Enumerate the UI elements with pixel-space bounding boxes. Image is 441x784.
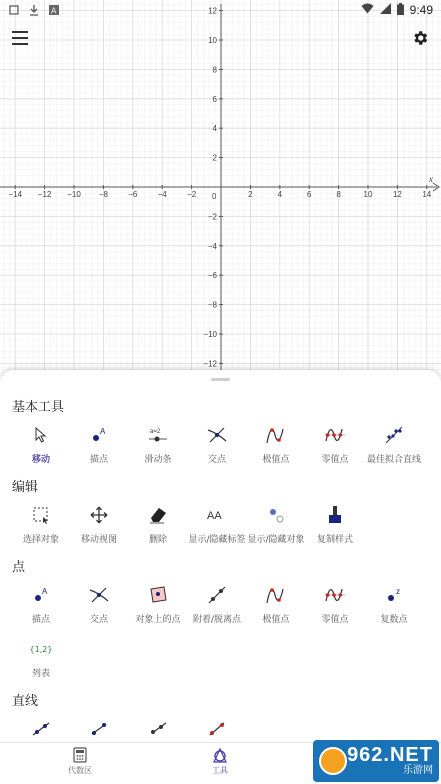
tool-label: 极值点 — [262, 615, 290, 625]
y-tick-label: 4 — [212, 124, 217, 134]
x-tick-label: 4 — [277, 190, 283, 199]
tool-label: 滑动条 — [144, 455, 172, 465]
tool-label: 删除 — [148, 535, 167, 545]
roots-icon — [324, 424, 346, 446]
svg-text:a=2: a=2 — [150, 429, 161, 435]
drag-handle[interactable] — [211, 378, 230, 381]
menu-button[interactable] — [10, 28, 32, 48]
tool-label: 零值点 — [321, 615, 349, 625]
y-tick-label: 12 — [208, 6, 217, 16]
list-icon: {1,2} — [29, 644, 53, 654]
select-icon — [30, 504, 52, 526]
svg-text:A: A — [42, 587, 48, 596]
tools-panel — [0, 370, 441, 784]
show-label-icon — [206, 504, 228, 526]
tool-complex-point[interactable] — [363, 582, 425, 630]
logo-circle-icon — [319, 747, 347, 775]
tool-label: 显示/隐藏标签 — [188, 535, 246, 545]
tool-roots-2[interactable] — [304, 582, 366, 630]
delete-icon — [147, 504, 169, 526]
gear-icon[interactable] — [409, 27, 431, 49]
graphics-view[interactable] — [0, 0, 441, 378]
x-tick-label: −2 — [187, 190, 197, 199]
a-icon — [48, 4, 60, 16]
tool-point[interactable] — [68, 422, 130, 470]
tool-label: 描点 — [31, 615, 50, 625]
tool-show-object[interactable] — [245, 502, 307, 550]
y-tick-label: −4 — [207, 241, 217, 251]
tool-label: 选择对象 — [22, 535, 59, 545]
tool-move-view[interactable] — [68, 502, 130, 550]
watermark-logo: 962.NET 乐游网 — [313, 740, 439, 782]
tool-slider[interactable] — [127, 422, 189, 470]
tool-row-points — [0, 582, 441, 632]
line-icon — [88, 718, 110, 740]
tool-copy-style[interactable] — [304, 502, 366, 550]
x-tick-label: 12 — [392, 190, 402, 199]
point-icon — [88, 424, 110, 446]
calculator-icon — [73, 747, 87, 763]
y-tick-label: 10 — [208, 36, 217, 45]
y-tick-label: −6 — [207, 271, 217, 281]
tool-move[interactable] — [10, 422, 72, 470]
tool-extremum-2[interactable] — [245, 582, 307, 630]
x-tick-label: 10 — [363, 190, 373, 199]
nav-label: 工具 — [212, 766, 228, 775]
tool-label: 显示/隐藏对象 — [247, 535, 305, 545]
y-tick-label: 8 — [212, 65, 217, 75]
section-title-lines: 直线 — [12, 694, 39, 709]
x-tick-label: 6 — [306, 190, 312, 199]
section-title-edit: 编辑 — [12, 480, 39, 495]
extremum-icon — [265, 424, 287, 446]
square-icon — [8, 4, 20, 16]
tool-select[interactable] — [10, 502, 72, 550]
svg-text:A: A — [100, 427, 106, 436]
nav-algebra[interactable] — [50, 747, 110, 776]
coordinate-grid — [0, 0, 441, 378]
tool-fit-line[interactable] — [363, 422, 425, 470]
tool-intersect-2[interactable] — [68, 582, 130, 630]
x-tick-label: −12 — [37, 190, 52, 199]
x-tick-label: 0 — [212, 192, 217, 201]
tool-row-edit — [0, 502, 441, 552]
x-tick-label: −4 — [157, 190, 167, 199]
tool-row-points-2 — [0, 636, 441, 686]
tool-attach-detach[interactable] — [186, 582, 248, 630]
x-tick-label: −8 — [98, 190, 108, 199]
nav-label: 代数区 — [68, 766, 92, 775]
x-tick-label: 8 — [336, 190, 341, 199]
tool-label: 极值点 — [262, 455, 290, 465]
tool-intersect[interactable] — [186, 422, 248, 470]
y-tick-label: −10 — [203, 330, 217, 339]
tool-label: 移动 — [31, 455, 50, 465]
tool-show-label[interactable] — [186, 502, 248, 550]
y-tick-label: −12 — [203, 359, 217, 369]
tool-roots[interactable] — [304, 422, 366, 470]
intersect-icon — [88, 584, 110, 606]
complex-point-icon — [383, 584, 405, 606]
vector-icon — [206, 718, 228, 740]
extremum-icon — [265, 584, 287, 606]
copy-style-icon — [324, 504, 346, 526]
x-tick-label: −6 — [128, 190, 138, 199]
status-bar — [0, 0, 441, 20]
segment-icon — [30, 718, 52, 740]
roots-icon — [324, 584, 346, 606]
y-tick-label: −8 — [207, 300, 217, 310]
signal-icon — [380, 3, 391, 17]
y-tick-label: −2 — [207, 212, 217, 222]
tool-label: 描点 — [89, 455, 108, 465]
y-tick-label: 2 — [212, 153, 217, 163]
point-icon — [30, 584, 52, 606]
show-object-icon — [265, 504, 287, 526]
y-tick-label: 6 — [212, 94, 217, 104]
tool-label: 列表 — [31, 669, 50, 679]
tool-label: 对象上的点 — [135, 615, 181, 625]
svg-text:A: A — [51, 6, 57, 15]
tool-delete[interactable] — [127, 502, 189, 550]
x-tick-label: 2 — [248, 190, 253, 199]
x-tick-label: −10 — [67, 190, 81, 199]
tool-label: 复数点 — [380, 615, 408, 625]
tool-point-2[interactable] — [10, 582, 72, 630]
point-on-object-icon — [147, 584, 169, 606]
move-cursor-icon — [30, 424, 52, 446]
tool-label: 附着/脱离点 — [192, 615, 242, 625]
nav-tools[interactable] — [190, 747, 250, 776]
section-title-points: 点 — [12, 560, 26, 575]
svg-text:z: z — [396, 587, 400, 596]
section-title-basic: 基本工具 — [12, 400, 65, 415]
wifi-icon — [361, 3, 374, 17]
tool-label: 复制样式 — [316, 535, 353, 545]
ray-icon — [147, 718, 169, 740]
tool-label: 移动视图 — [80, 535, 117, 545]
x-tick-label: −14 — [8, 190, 22, 199]
tool-list[interactable] — [10, 636, 72, 684]
intersect-icon — [206, 424, 228, 446]
tool-label: 交点 — [207, 455, 226, 465]
tool-extremum[interactable] — [245, 422, 307, 470]
attach-detach-icon — [206, 584, 228, 606]
move-view-icon — [88, 504, 110, 526]
tool-row-basic — [0, 422, 441, 472]
battery-icon — [397, 3, 404, 18]
download-icon — [28, 4, 40, 16]
slider-icon — [147, 424, 169, 446]
clock-time: 9:49 — [409, 3, 433, 17]
svg-text:AA: AA — [207, 510, 222, 522]
x-tick-label: 14 — [422, 190, 432, 199]
tool-label: 最佳拟合直线 — [366, 455, 421, 465]
x-axis-label: x — [429, 174, 433, 184]
fit-line-icon — [383, 424, 405, 446]
tool-label: 交点 — [89, 615, 108, 625]
tool-label: 零值点 — [321, 455, 349, 465]
tools-icon — [211, 747, 229, 763]
tool-point-on-object[interactable] — [127, 582, 189, 630]
